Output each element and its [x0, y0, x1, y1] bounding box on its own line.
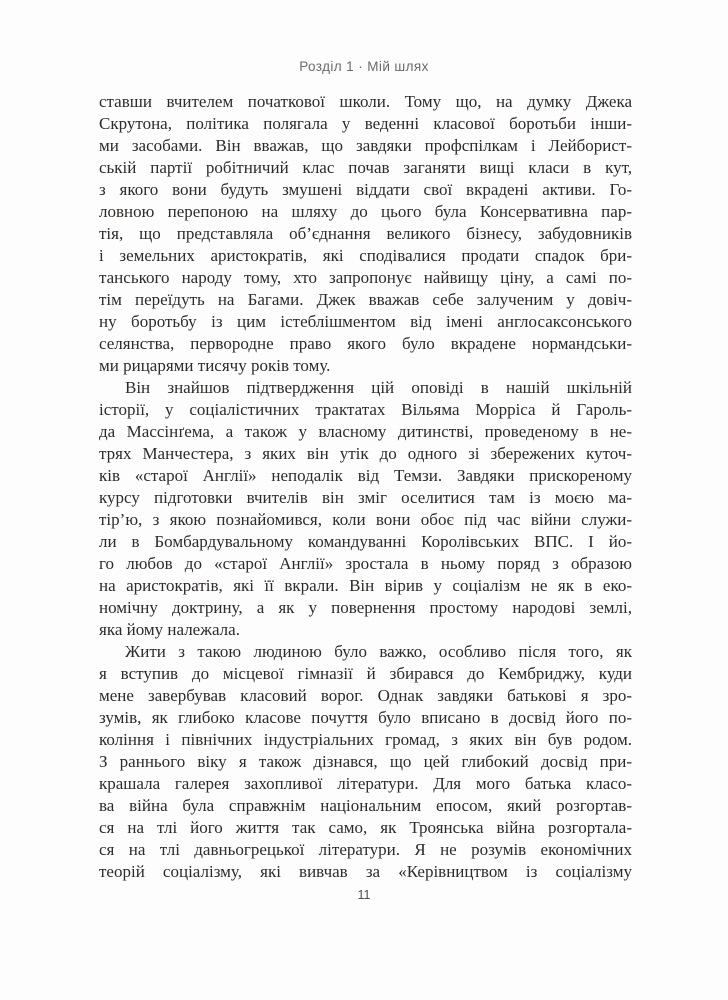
text-line: зумів, як глибоко класове почуття було вписано в досвід його по- — [99, 708, 632, 727]
page-number: 11 — [357, 888, 371, 902]
text-line: мене завербував класовий ворог. Однак завдяки батькові я зро- — [99, 686, 632, 705]
text-line: тім переїдуть на Багами. Джек вважав себе залученим у довіч- — [99, 290, 632, 309]
text-line: да Массінґема, а також у власному дитинстві, проведеному в не- — [99, 422, 632, 441]
text-line: курсу підготовки вчителів він зміг оселитися там із моєю ма- — [99, 488, 632, 507]
text-line: з якого вони будуть змушені віддати свої вкрадені активи. Го- — [99, 180, 632, 199]
paragraph — [99, 641, 632, 883]
text-line: селянства, первородне право якого було вкрадене нормандськи- — [99, 334, 632, 353]
text-line: крашала галерея захопливої літератури. Для мого батька класо- — [99, 774, 632, 793]
text-line: Він знайшов підтвердження цій оповіді в нашій шкільній — [125, 378, 632, 397]
text-line: я вступив до місцевої гімназії й збирався до Кембриджу, куди — [99, 664, 632, 683]
text-line: Скрутона, політика полягала у веденні класової боротьби інши- — [99, 114, 632, 133]
text-line: ну боротьбу із цим істеблішментом від імені англосаксонського — [99, 312, 632, 331]
text-line: історії, у соціалістичних трактатах Вільяма Морріса й Гароль- — [99, 400, 632, 419]
text-line: ській партії робітничий клас почав заганяти вищі класи в кут, — [99, 158, 632, 177]
running-header: Розділ 1 · Мій шлях — [299, 59, 429, 74]
text-line: теорій соціалізму, які вивчав за «Керівництвом із соціалізму — [99, 862, 632, 881]
body-text-block — [99, 91, 632, 883]
text-line: на аристократів, які її вкрали. Він вірив у соціалізм не як в еко- — [99, 576, 632, 595]
text-line: ся на тлі давньогрецької літератури. Я не розумів економічних — [99, 840, 632, 859]
text-line: і земельних аристократів, які сподівалися продати спадок бри- — [99, 246, 632, 265]
text-line: яка йому належала. — [99, 620, 240, 639]
text-line: тія, що представляла об’єднання великого бізнесу, забудовників — [99, 224, 632, 243]
text-line: ставши вчителем початкової школи. Тому що, на думку Джека — [99, 92, 632, 111]
text-line: номічну доктрину, а як у повернення простому народові землі, — [99, 598, 632, 617]
text-line: ків «старої Англії» неподалік від Темзи. Завдяки прискореному — [99, 466, 632, 485]
text-line: коління і північних індустріальних громад, з яких він був родом. — [99, 730, 632, 749]
text-line: ми засобами. Він вважав, що завдяки профспілкам і Лейборист- — [99, 136, 632, 155]
text-line: З раннього віку я також дізнався, що цей глибокий досвід при- — [99, 752, 632, 771]
text-line: Жити з такою людиною було важко, особливо після того, як — [125, 642, 632, 661]
text-line: тір’ю, з якою познайомився, коли вони обоє під час війни служи- — [99, 510, 632, 529]
paragraph — [99, 377, 632, 641]
text-line: го любов до «старої Англії» зростала в ньому поряд з образою — [99, 554, 632, 573]
text-line: трях Манчестера, з яких він утік до одного зі збережених куточ- — [99, 444, 632, 463]
text-line: ли в Бомбардувальному командуванні Королівських ВПС. І йо- — [99, 532, 632, 551]
text-line: ва війна була справжнім національним епосом, який розгортав- — [99, 796, 632, 815]
paragraph — [99, 91, 632, 377]
text-line: танського народу тому, хто запропонує найвищу ціну, а самі по- — [99, 268, 632, 287]
text-line: ми рицарями тисячу років тому. — [99, 356, 331, 375]
text-line: ся на тлі його життя так само, як Троянська війна розгортала- — [99, 818, 632, 837]
text-line: ловною перепоною на шляху до цього була Консервативна пар- — [99, 202, 632, 221]
